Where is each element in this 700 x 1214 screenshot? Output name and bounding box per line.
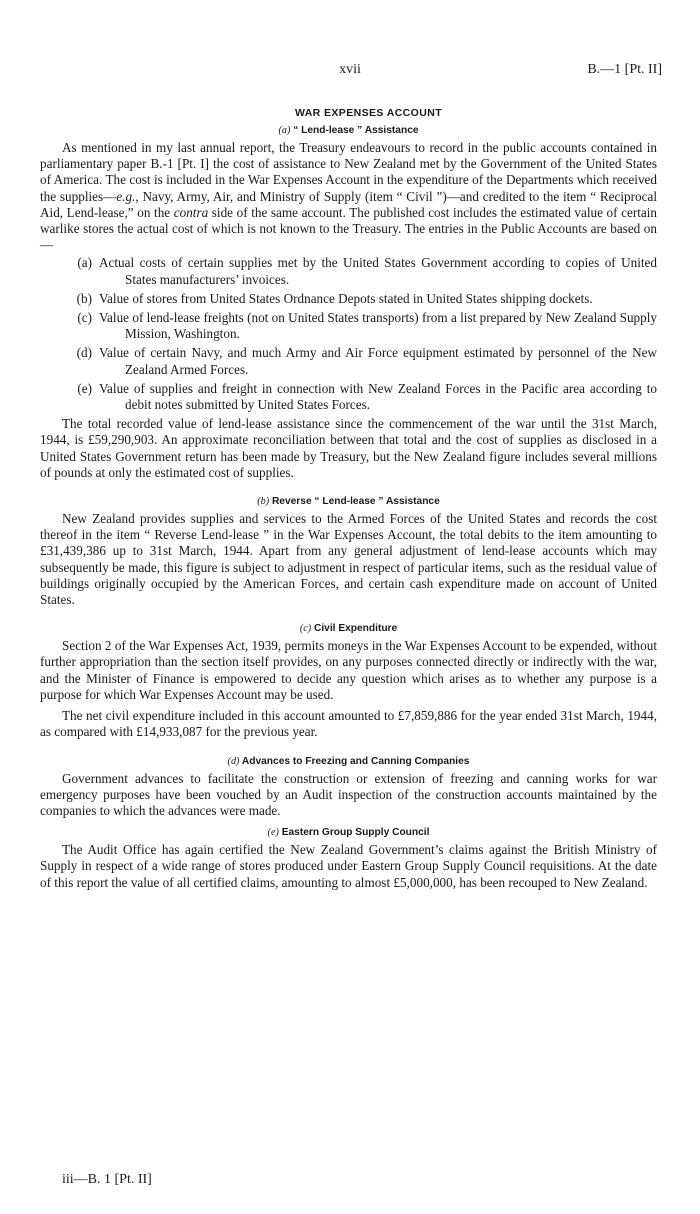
section-c-letter: (c) (299, 623, 312, 635)
text-run: side of the same account. The published cost includes the estimated value of certain warlike stores the actual cost of which is not known to the Treasury. The entries in the Public Accounts are based on— (40, 204, 657, 253)
section-a-list (40, 255, 657, 413)
signature-mark: iii—B. 1 [Pt. II] (62, 1172, 152, 1187)
list-item-text: Value of lend-lease freights (not on United States transports) from a list prepared by New Zealand Supply Mission, Washington. (99, 310, 657, 342)
page-number: xvii (339, 62, 361, 77)
page-title: WAR EXPENSES ACCOUNT (294, 107, 443, 119)
section-c-heading-text: Civil Expenditure (313, 623, 398, 635)
section-d-paragraph-1: Government advances to facilitate the construction or extension of freezing and canning works for war emergency purposes have been vouched by an Audit inspection of the construction accounts maintained by the companies to which the advances were made. (40, 770, 657, 818)
section-a-heading-text: “ Lend-lease ” Assistance (293, 125, 419, 136)
list-item-text: Value of certain Navy, and much Army and Air Force equipment estimated by personnel of the New Zealand Armed Forces. (99, 345, 657, 377)
section-e-letter: (e) (267, 827, 279, 839)
section-d-heading (40, 753, 657, 771)
list-item-label: (b) (76, 290, 92, 306)
section-b-letter: (b) (257, 496, 270, 508)
text-run-italic: e.g. (116, 188, 136, 204)
section-c-paragraph-2: The net civil expenditure included in this account amounted to £7,859,886 for the year ended 31st March, 1944, as compared with £14,933,087 for the previous year. (40, 708, 657, 740)
section-a-heading (40, 122, 657, 140)
spacer (40, 608, 657, 620)
section-b-heading-text: Reverse “ Lend-lease ” Assistance (271, 496, 440, 508)
spacer (40, 481, 657, 493)
list-item (40, 345, 657, 377)
list-item-text: Value of stores from United States Ordnance Depots stated in United States shipping dockets. (99, 290, 593, 306)
section-d-letter: (d) (227, 755, 240, 767)
list-item-label: (e) (77, 380, 92, 396)
list-item (40, 381, 657, 413)
section-b-heading (40, 493, 657, 511)
list-item (40, 291, 657, 307)
text-run: , Navy, Army, Air, and Ministry of Supply (item “ Civil ”)—and credited to the item “ Reciprocal Aid, Lend-lease,” on the (40, 188, 657, 220)
section-b-paragraph-1: New Zealand provides supplies and services to the Armed Forces of the United States and records the cost thereof in the item “ Reverse Lend-lease ” in the War Expenses Account, the total debits to the item amounting to £31,439,386 up to 31st March, 1944. Apart from any general adjustment of lend-lease accounts which may subsequently be made, this figure is subject to adjustment in respect of particular items, such as the residual value of buildings originally occupied by the American Forces, and certain cash expenditure made on account of United States. (40, 511, 657, 608)
list-item-text: Value of supplies and freight in connection with New Zealand Forces in the Pacific area according to debit notes submitted by United States Forces. (99, 380, 657, 413)
section-e-paragraph-1: The Audit Office has again certified the New Zealand Government’s claims against the British Ministry of Supply in respect of a wide range of stores produced under Eastern Group Supply Council requisitions. At the date of this report the value of all certified claims, amounting to almost £5,000,000, has been recouped to New Zealand. (40, 842, 657, 890)
section-d-heading-text: Advances to Freezing and Canning Companies (241, 755, 470, 767)
text-run-italic: contra (173, 204, 209, 220)
document-body (40, 104, 657, 891)
document-reference: B.—1 [Pt. II] (587, 62, 662, 77)
list-item-label: (d) (76, 345, 92, 361)
section-a-letter: (a) (278, 125, 291, 136)
text-run: As mentioned in my last annual report, the Treasury endeavours to record in the public accounts contained in parliamentary paper B.-1 [Pt. I] the cost of assistance to New Zealand met by the Government of the United States of America. The cost is included in the War Expenses Account in the expenditure of the Departments which received the supplies— (40, 140, 657, 204)
spacer (40, 741, 657, 753)
list-item-label: (a) (77, 255, 92, 271)
section-c-heading (40, 620, 657, 638)
list-item (40, 255, 657, 287)
section-a-paragraph-2: The total recorded value of lend-lease assistance since the commencement of the war until the 31st March, 1944, is £59,290,903. An approximate reconciliation between that total and the cost of supplies as disclosed in a United States Government return has been made by Treasury, but the New Zealand figure includes several millions of pounds at only the estimated cost of supplies. (40, 416, 657, 480)
list-item-label: (c) (77, 310, 92, 326)
section-e-heading-text: Eastern Group Supply Council (281, 827, 430, 839)
section-a-paragraph-1 (40, 140, 657, 253)
list-item (40, 310, 657, 342)
list-item-text: Actual costs of certain supplies met by the United States Government according to copies of United States manufacturers’ invoices. (99, 255, 657, 287)
section-e-heading (40, 824, 657, 842)
section-c-paragraph-1: Section 2 of the War Expenses Act, 1939, permits moneys in the War Expenses Account to be expended, without further appropriation than the section itself provides, on any purposes connected directly or indirectly with the war, and the Minister of Finance is empowered to decide any question which arises as to whether any purpose is a purpose for which War Expenses Account may be used. (40, 638, 657, 702)
